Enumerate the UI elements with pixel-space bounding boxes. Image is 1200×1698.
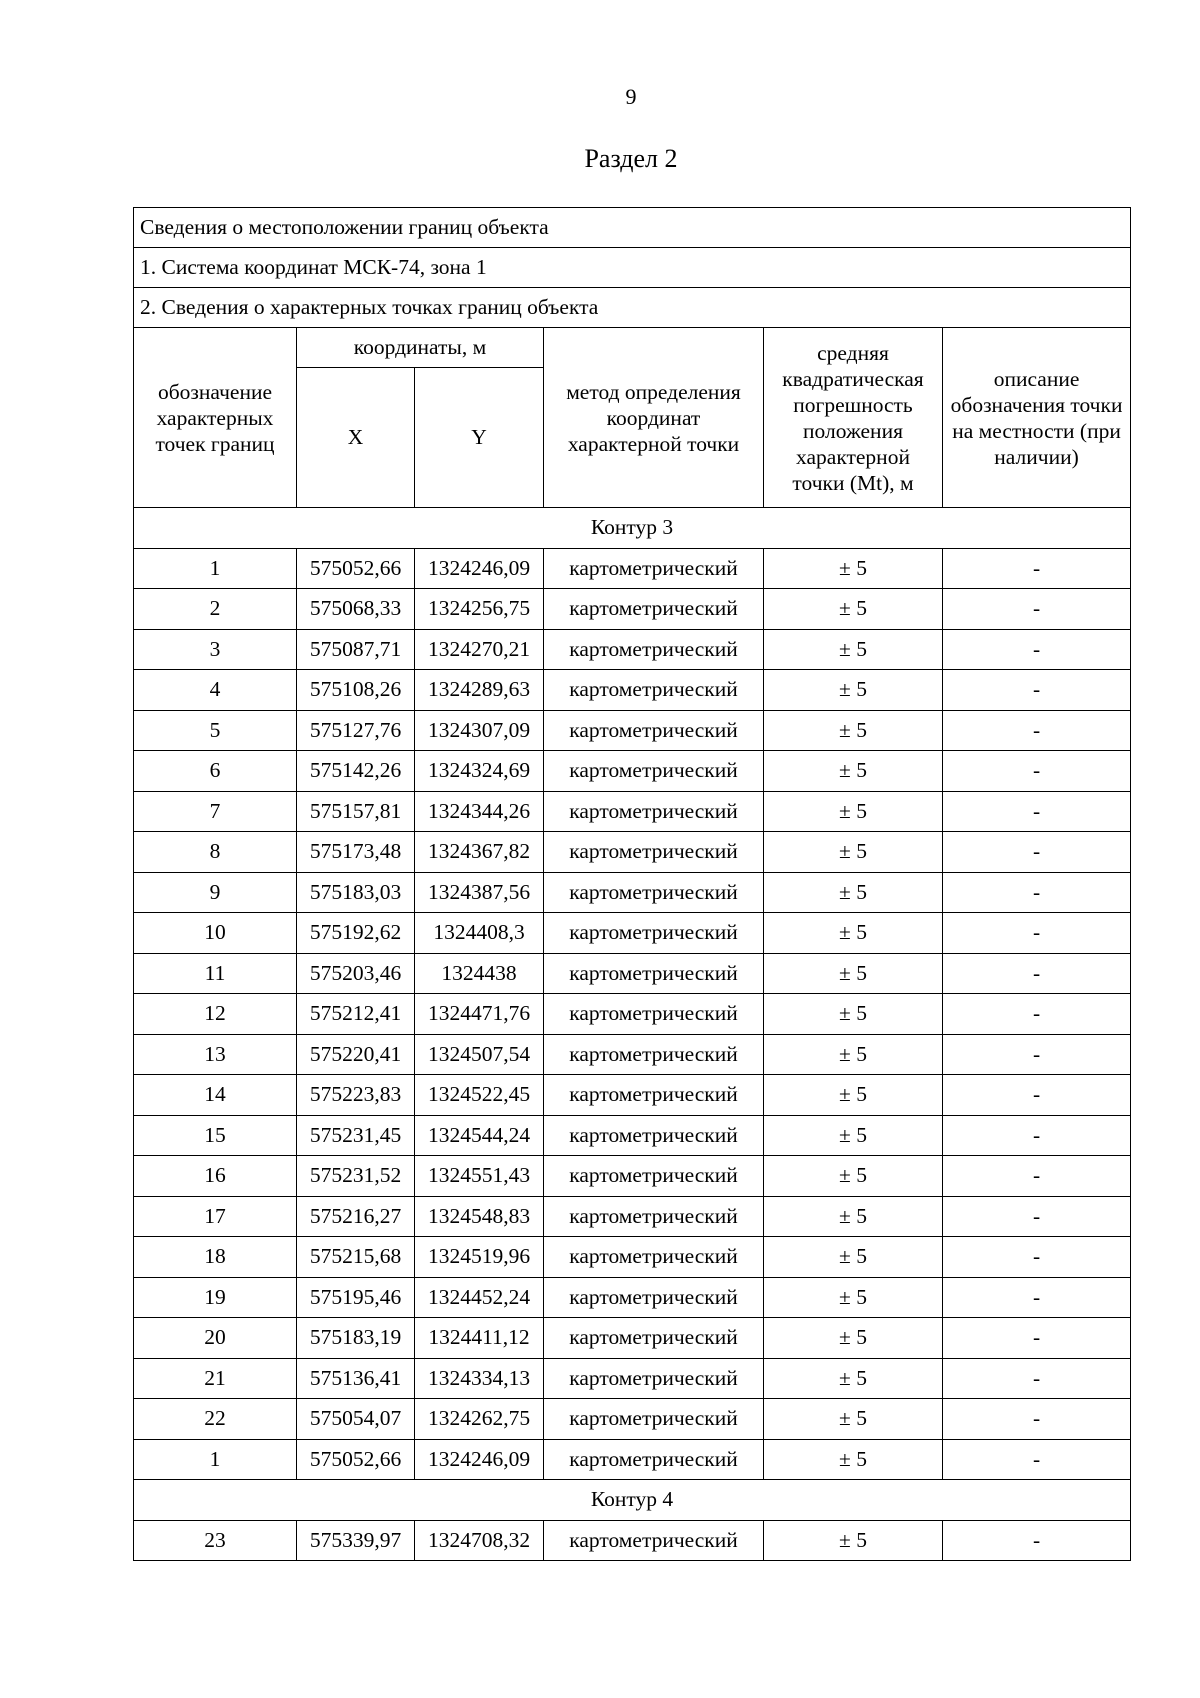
cell-accuracy: ± 5 [764,1156,943,1197]
table-row [134,1237,1131,1278]
cell-description: - [943,1318,1131,1359]
header-point-designation: обозначение характерных точек границ [134,328,297,508]
cell-x: 575231,45 [297,1115,415,1156]
table-row [134,548,1131,589]
cell-method: картометрический [544,791,764,832]
cell-y: 1324367,82 [415,832,544,873]
cell-x: 575136,41 [297,1358,415,1399]
cell-y: 1324246,09 [415,1439,544,1480]
cell-y: 1324438 [415,953,544,994]
cell-point: 19 [134,1277,297,1318]
cell-x: 575142,26 [297,751,415,792]
table-row [134,791,1131,832]
cell-description: - [943,1196,1131,1237]
cell-description: - [943,589,1131,630]
cell-x: 575127,76 [297,710,415,751]
header-coordinates: координаты, м [297,328,544,368]
cell-description: - [943,629,1131,670]
contour-row [134,1480,1131,1521]
cell-point: 21 [134,1358,297,1399]
cell-description: - [943,1156,1131,1197]
cell-x: 575052,66 [297,548,415,589]
cell-description: - [943,1237,1131,1278]
cell-point: 3 [134,629,297,670]
cell-accuracy: ± 5 [764,1358,943,1399]
cell-y: 1324262,75 [415,1399,544,1440]
cell-point: 20 [134,1318,297,1359]
cell-y: 1324522,45 [415,1075,544,1116]
cell-method: картометрический [544,1075,764,1116]
cell-description: - [943,1358,1131,1399]
table-row [134,1156,1131,1197]
cell-description: - [943,1277,1131,1318]
cell-description: - [943,832,1131,873]
cell-description: - [943,670,1131,711]
cell-method: картометрический [544,1439,764,1480]
cell-point: 2 [134,589,297,630]
cell-method: картометрический [544,751,764,792]
cell-accuracy: ± 5 [764,1318,943,1359]
table-row [134,710,1131,751]
cell-x: 575223,83 [297,1075,415,1116]
header-method: метод определения координат характерной точки [544,328,764,508]
cell-description: - [943,1115,1131,1156]
cell-x: 575216,27 [297,1196,415,1237]
cell-y: 1324471,76 [415,994,544,1035]
cell-accuracy: ± 5 [764,589,943,630]
cell-point: 17 [134,1196,297,1237]
cell-method: картометрический [544,913,764,954]
points-info-row [134,288,1131,328]
cell-description: - [943,913,1131,954]
cell-accuracy: ± 5 [764,1439,943,1480]
cell-accuracy: ± 5 [764,791,943,832]
cell-x: 575068,33 [297,589,415,630]
cell-y: 1324548,83 [415,1196,544,1237]
cell-method: картометрический [544,1237,764,1278]
coord-system: 1. Система координат МСК-74, зона 1 [134,248,1131,288]
table-row [134,629,1131,670]
cell-accuracy: ± 5 [764,548,943,589]
cell-x: 575054,07 [297,1399,415,1440]
table-row [134,589,1131,630]
cell-description: - [943,1439,1131,1480]
contour-label: Контур 4 [134,1480,1131,1521]
cell-description: - [943,1399,1131,1440]
cell-point: 7 [134,791,297,832]
contour-label: Контур 3 [134,508,1131,549]
cell-x: 575108,26 [297,670,415,711]
table-row [134,1196,1131,1237]
cell-method: картометрический [544,1196,764,1237]
cell-y: 1324387,56 [415,872,544,913]
table-row [134,832,1131,873]
cell-x: 575157,81 [297,791,415,832]
cell-x: 575052,66 [297,1439,415,1480]
cell-y: 1324551,43 [415,1156,544,1197]
table-row [134,670,1131,711]
cell-accuracy: ± 5 [764,872,943,913]
cell-x: 575215,68 [297,1237,415,1278]
cell-accuracy: ± 5 [764,1237,943,1278]
cell-method: картометрический [544,1115,764,1156]
cell-x: 575212,41 [297,994,415,1035]
cell-point: 13 [134,1034,297,1075]
cell-point: 15 [134,1115,297,1156]
cell-method: картометрический [544,589,764,630]
cell-accuracy: ± 5 [764,670,943,711]
cell-description: - [943,710,1131,751]
cell-x: 575183,19 [297,1318,415,1359]
cell-y: 1324270,21 [415,629,544,670]
cell-point: 10 [134,913,297,954]
cell-x: 575192,62 [297,913,415,954]
table-row [134,751,1131,792]
cell-y: 1324334,13 [415,1358,544,1399]
table-row [134,1075,1131,1116]
cell-point: 23 [134,1520,297,1561]
cell-accuracy: ± 5 [764,1277,943,1318]
cell-x: 575087,71 [297,629,415,670]
boundary-points-table [133,207,1131,1561]
cell-y: 1324289,63 [415,670,544,711]
cell-description: - [943,953,1131,994]
cell-y: 1324408,3 [415,913,544,954]
cell-method: картометрический [544,1318,764,1359]
cell-method: картометрический [544,1156,764,1197]
cell-description: - [943,791,1131,832]
cell-point: 16 [134,1156,297,1197]
cell-description: - [943,1075,1131,1116]
table-row [134,1318,1131,1359]
cell-x: 575183,03 [297,872,415,913]
cell-point: 1 [134,1439,297,1480]
cell-method: картометрический [544,872,764,913]
contour-row [134,508,1131,549]
cell-point: 22 [134,1399,297,1440]
cell-point: 4 [134,670,297,711]
table-row [134,1034,1131,1075]
cell-y: 1324256,75 [415,589,544,630]
cell-description: - [943,1034,1131,1075]
table-row [134,1399,1131,1440]
cell-y: 1324246,09 [415,548,544,589]
cell-method: картометрический [544,548,764,589]
coord-system-row [134,248,1131,288]
table-row [134,1277,1131,1318]
cell-accuracy: ± 5 [764,1115,943,1156]
cell-accuracy: ± 5 [764,629,943,670]
cell-y: 1324411,12 [415,1318,544,1359]
cell-point: 9 [134,872,297,913]
cell-x: 575220,41 [297,1034,415,1075]
header-y: Y [415,368,544,508]
cell-accuracy: ± 5 [764,1399,943,1440]
table-row [134,1520,1131,1561]
cell-x: 575231,52 [297,1156,415,1197]
cell-x: 575173,48 [297,832,415,873]
table-row [134,1439,1131,1480]
cell-method: картометрический [544,1520,764,1561]
points-info: 2. Сведения о характерных точках границ объекта [134,288,1131,328]
cell-point: 5 [134,710,297,751]
cell-description: - [943,872,1131,913]
table-title: Сведения о местоположении границ объекта [134,208,1131,248]
table-row [134,994,1131,1035]
header-accuracy: средняя квадратическая погрешность положения характерной точки (Mt), м [764,328,943,508]
cell-method: картометрический [544,710,764,751]
cell-y: 1324507,54 [415,1034,544,1075]
table-row [134,953,1131,994]
cell-y: 1324452,24 [415,1277,544,1318]
cell-point: 11 [134,953,297,994]
cell-x: 575195,46 [297,1277,415,1318]
cell-method: картометрический [544,1277,764,1318]
section-title: Раздел 2 [584,144,678,173]
table-row [134,913,1131,954]
cell-accuracy: ± 5 [764,953,943,994]
cell-method: картометрический [544,1399,764,1440]
table-body [134,208,1131,1561]
cell-y: 1324324,69 [415,751,544,792]
cell-accuracy: ± 5 [764,1034,943,1075]
cell-accuracy: ± 5 [764,1196,943,1237]
table-row [134,1115,1131,1156]
page-number: 9 [625,84,637,109]
cell-description: - [943,751,1131,792]
cell-accuracy: ± 5 [764,1075,943,1116]
table-row [134,1358,1131,1399]
cell-accuracy: ± 5 [764,832,943,873]
cell-method: картометрический [544,953,764,994]
cell-accuracy: ± 5 [764,1520,943,1561]
cell-x: 575203,46 [297,953,415,994]
cell-accuracy: ± 5 [764,751,943,792]
cell-point: 18 [134,1237,297,1278]
cell-description: - [943,994,1131,1035]
cell-method: картометрический [544,832,764,873]
cell-description: - [943,548,1131,589]
cell-y: 1324544,24 [415,1115,544,1156]
header-row-1 [134,328,1131,368]
cell-method: картометрический [544,670,764,711]
cell-y: 1324708,32 [415,1520,544,1561]
header-description: описание обозначения точки на местности (при наличии) [943,328,1131,508]
cell-method: картометрический [544,1034,764,1075]
header-x: X [297,368,415,508]
cell-accuracy: ± 5 [764,994,943,1035]
cell-point: 12 [134,994,297,1035]
cell-y: 1324344,26 [415,791,544,832]
cell-method: картометрический [544,629,764,670]
cell-point: 1 [134,548,297,589]
table-title-row [134,208,1131,248]
cell-description: - [943,1520,1131,1561]
cell-accuracy: ± 5 [764,710,943,751]
table-row [134,872,1131,913]
cell-y: 1324307,09 [415,710,544,751]
cell-y: 1324519,96 [415,1237,544,1278]
cell-point: 8 [134,832,297,873]
cell-method: картометрический [544,1358,764,1399]
cell-point: 6 [134,751,297,792]
cell-point: 14 [134,1075,297,1116]
cell-accuracy: ± 5 [764,913,943,954]
cell-method: картометрический [544,994,764,1035]
cell-x: 575339,97 [297,1520,415,1561]
